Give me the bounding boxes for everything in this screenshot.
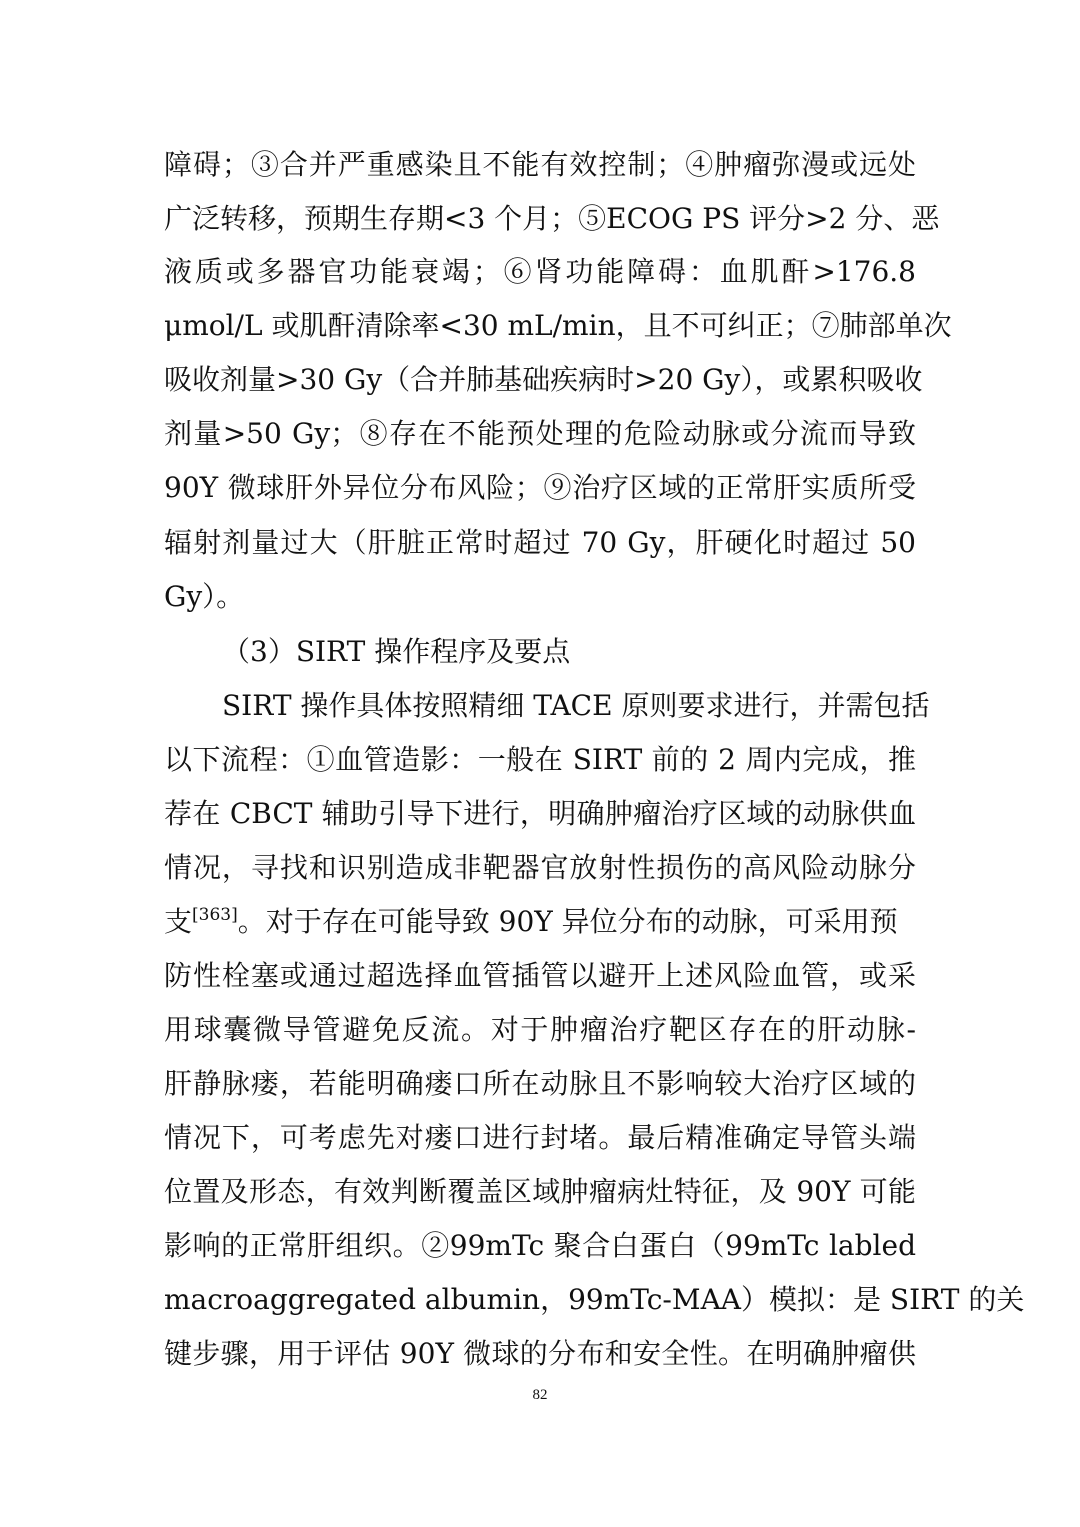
text-fragment: 。对于存在可能导致 90Y 异位分布的动脉，可采用预	[237, 905, 898, 938]
text-line-17: 用球囊微导管避免反流。对于肿瘤治疗靶区存在的肝动脉-	[164, 1013, 916, 1046]
text-line-3: 液质或多器官功能衰竭；⑥肾功能障碍：血肌酐>176.8	[164, 255, 916, 288]
text-line-18: 肝静脉瘘，若能明确瘘口所在动脉且不影响较大治疗区域的	[164, 1067, 916, 1100]
text-line-6: 剂量>50 Gy；⑧存在不能预处理的危险动脉或分流而导致	[164, 417, 916, 450]
text-line-20: 位置及形态，有效判断覆盖区域肿瘤病灶特征，及 90Y 可能	[164, 1175, 916, 1208]
text-line-21: 影响的正常肝组织。②99mTc 聚合白蛋白（99mTc labled	[164, 1229, 916, 1262]
text-line-11: SIRT 操作具体按照精细 TACE 原则要求进行，并需包括	[222, 689, 930, 722]
text-line-23: 键步骤，用于评估 90Y 微球的分布和安全性。在明确肿瘤供	[164, 1337, 916, 1370]
text-line-16: 防性栓塞或通过超选择血管插管以避开上述风险血管，或采	[164, 959, 916, 992]
text-line-19: 情况下，可考虑先对瘘口进行封堵。最后精准确定导管头端	[164, 1121, 916, 1154]
text-line-14: 情况，寻找和识别造成非靶器官放射性损伤的高风险动脉分	[164, 851, 916, 884]
text-line-13: 荐在 CBCT 辅助引导下进行，明确肿瘤治疗区域的动脉供血	[164, 797, 916, 830]
text-line-5: 吸收剂量>30 Gy（合并肺基础疾病时>20 Gy），或累积吸收	[164, 363, 923, 396]
text-line-1: 障碍；③合并严重感染且不能有效控制；④肿瘤弥漫或远处	[164, 148, 916, 181]
text-line-7: 90Y 微球肝外异位分布风险；⑨治疗区域的正常肝实质所受	[164, 471, 916, 504]
section-heading: （3）SIRT 操作程序及要点	[222, 635, 571, 668]
text-line-15	[164, 902, 916, 942]
text-line-2: 广泛转移，预期生存期<3 个月；⑤ECOG PS 评分>2 分、恶	[164, 202, 940, 235]
text-line-4: μmol/L 或肌酐清除率<30 mL/min，且不可纠正；⑦肺部单次	[164, 309, 952, 342]
text-fragment: 支	[164, 905, 193, 938]
text-line-22: macroaggregated albumin，99mTc-MAA）模拟：是 SIRT 的关	[164, 1283, 1025, 1316]
citation-superscript: [363]	[192, 905, 238, 925]
text-line-8: 辐射剂量过大（肝脏正常时超过 70 Gy，肝硬化时超过 50	[164, 526, 916, 559]
page-number: 82	[532, 1387, 548, 1403]
text-line-9: Gy）。	[164, 580, 245, 613]
text-line-12: 以下流程：①血管造影：一般在 SIRT 前的 2 周内完成，推	[164, 743, 916, 776]
